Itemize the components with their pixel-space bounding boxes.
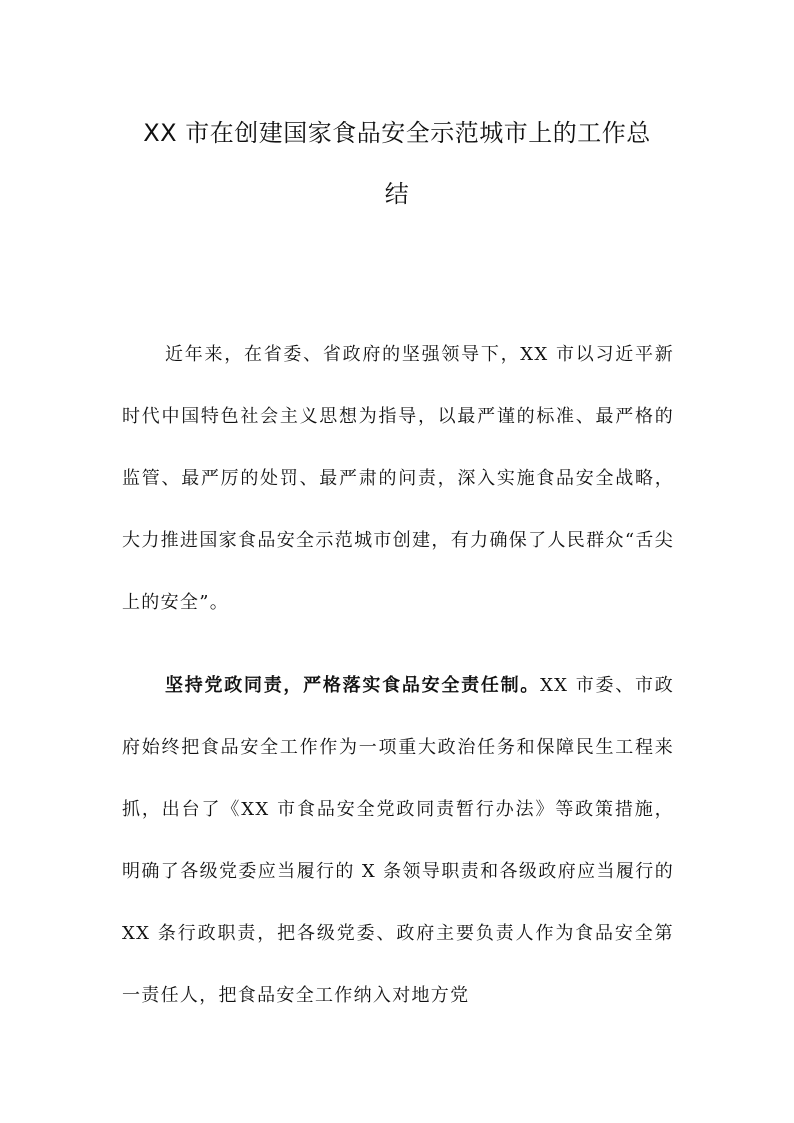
document-title-line-1: XX 市在创建国家食品安全示范城市上的工作总 <box>143 119 651 147</box>
document-title-line-2: 结 <box>384 180 410 208</box>
paragraph-lead-heading: 坚持党政同责，严格落实食品安全责任制。 <box>165 675 541 696</box>
paragraph-body-text: XX 市委、市政府始终把食品安全工作作为一项重大政治任务和保障民生工程来抓，出台了《XX 市食品安全党政同责暂行办法》等政策措施，明确了各级党委应当履行的 X 条领导职责和各级政府应当履行的 XX 条行政职责，把各级党委、政府主要负责人作为食品安全第一责任人，把食品安全工作纳入对地方党 <box>122 675 675 1006</box>
paragraph-intro: 近年来，在省委、省政府的坚强领导下，XX 市以习近平新时代中国特色社会主义思想为指导，以最严谨的标准、最严格的监管、最严厉的处罚、最严肃的问责，深入实施食品安全战略，大力推进国家食品安全示范城市创建，有力确保了人民群众“舌尖上的安全”。 <box>122 344 674 613</box>
paragraph-party-responsibility <box>122 655 674 1027</box>
